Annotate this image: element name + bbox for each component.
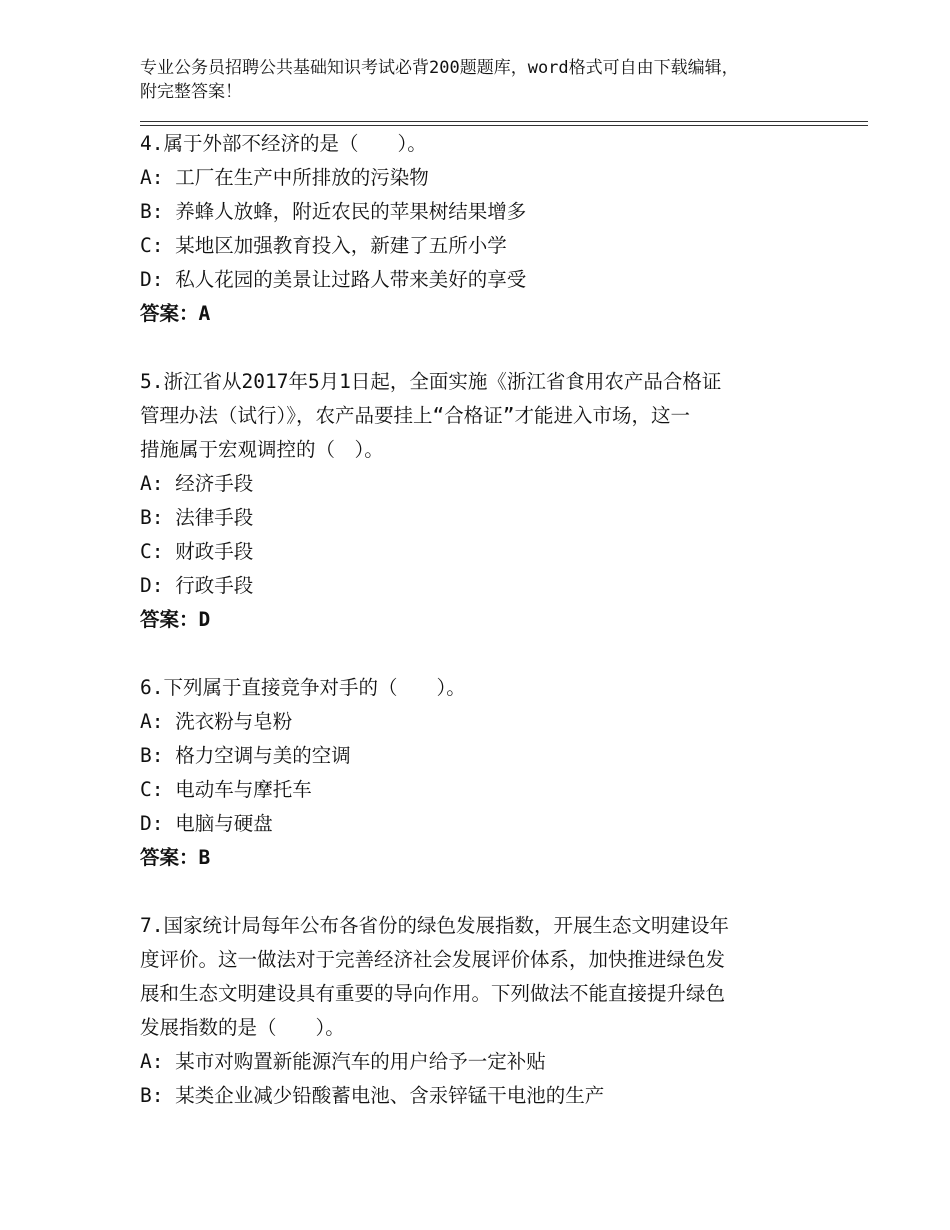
- option-b: B: 养蜂人放蜂，附近农民的苹果树结果增多: [140, 200, 527, 223]
- question-stem: 度评价。这一做法对于完善经济社会发展评价体系，加快推进绿色发: [140, 948, 726, 971]
- question-stem: 措施属于宏观调控的（ ）。: [140, 438, 384, 461]
- question-stem: 管理办法（试行）》，农产品要挂上“合格证”才能进入市场，这一: [140, 404, 690, 427]
- header-divider-top: [140, 121, 868, 122]
- question-spacer: [140, 331, 860, 365]
- option-a: A: 经济手段: [140, 472, 254, 495]
- question-5: [140, 365, 860, 637]
- question-stem: 7.国家统计局每年公布各省份的绿色发展指数，开展生态文明建设年: [140, 914, 729, 937]
- option-a: A: 洗衣粉与皂粉: [140, 710, 293, 733]
- option-b: B: 某类企业减少铅酸蓄电池、含汞锌锰干电池的生产: [140, 1084, 605, 1107]
- option-c: C: 电动车与摩托车: [140, 778, 312, 801]
- question-stem: 5.浙江省从2017年5月1日起，全面实施《浙江省食用农产品合格证: [140, 370, 722, 393]
- answer-label: 答案：D: [140, 608, 211, 631]
- question-spacer: [140, 637, 860, 671]
- page-header: [140, 56, 840, 104]
- header-line-2: 附完整答案！: [140, 82, 242, 102]
- answer-label: 答案：B: [140, 846, 211, 869]
- answer-label: 答案：A: [140, 302, 211, 325]
- question-stem: 发展指数的是（ ）。: [140, 1016, 345, 1039]
- question-spacer: [140, 875, 860, 909]
- question-6: [140, 671, 860, 875]
- option-d: D: 行政手段: [140, 574, 254, 597]
- header-line-1: 专业公务员招聘公共基础知识考试必背200题题库，word格式可自由下载编辑，: [140, 58, 739, 78]
- question-7: [140, 909, 860, 1113]
- question-stem: 6.下列属于直接竞争对手的（ ）。: [140, 676, 466, 699]
- option-b: B: 格力空调与美的空调: [140, 744, 351, 767]
- option-d: D: 电脑与硬盘: [140, 812, 273, 835]
- option-a: A: 工厂在生产中所排放的污染物: [140, 166, 429, 189]
- option-b: B: 法律手段: [140, 506, 254, 529]
- question-4: [140, 127, 860, 331]
- question-list: [140, 127, 860, 1113]
- question-stem: 展和生态文明建设具有重要的导向作用。下列做法不能直接提升绿色: [140, 982, 726, 1005]
- option-c: C: 财政手段: [140, 540, 254, 563]
- option-a: A: 某市对购置新能源汽车的用户给予一定补贴: [140, 1050, 546, 1073]
- question-stem: 4.属于外部不经济的是（ ）。: [140, 132, 427, 155]
- header-divider-bottom: [140, 125, 868, 126]
- option-d: D: 私人花园的美景让过路人带来美好的享受: [140, 268, 527, 291]
- option-c: C: 某地区加强教育投入，新建了五所小学: [140, 234, 507, 257]
